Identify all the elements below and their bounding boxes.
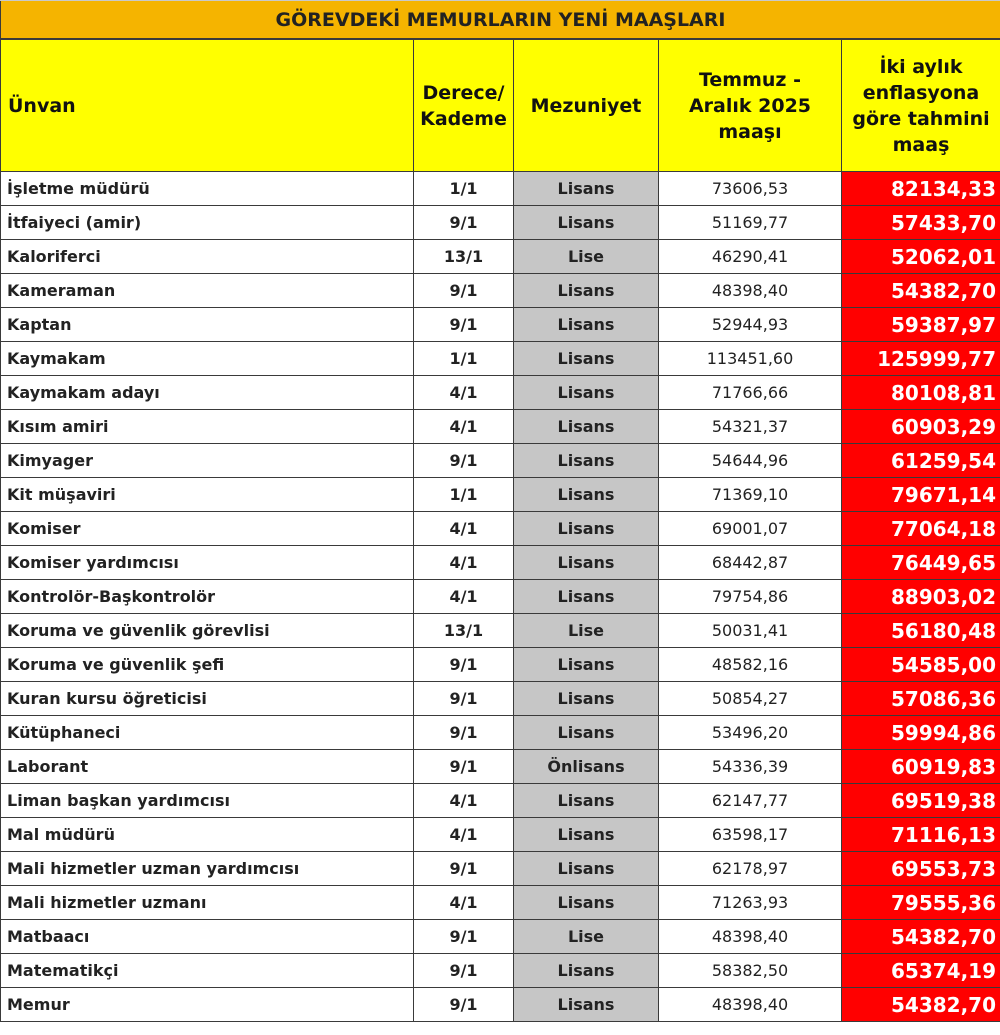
header-row bbox=[1, 39, 1000, 172]
cell-maas[interactable]: 62178,97 bbox=[659, 852, 842, 886]
cell-unvan[interactable]: Mal müdürü bbox=[1, 818, 414, 852]
header-derece-line-2: Kademe bbox=[420, 107, 507, 130]
cell-tahmin[interactable]: 54382,70 bbox=[842, 920, 1000, 954]
cell-tahmin[interactable]: 79671,14 bbox=[842, 478, 1000, 512]
cell-derece[interactable]: 9/1 bbox=[414, 954, 514, 988]
table-row bbox=[1, 546, 1000, 580]
table-row bbox=[1, 784, 1000, 818]
cell-unvan[interactable]: Koruma ve güvenlik görevlisi bbox=[1, 614, 414, 648]
table-row bbox=[1, 682, 1000, 716]
cell-unvan[interactable]: Kaloriferci bbox=[1, 240, 414, 274]
cell-unvan[interactable]: Kit müşaviri bbox=[1, 478, 414, 512]
cell-mezuniyet[interactable]: Lisans bbox=[514, 988, 659, 1022]
cell-maas[interactable]: 69001,07 bbox=[659, 512, 842, 546]
cell-mezuniyet[interactable]: Lise bbox=[514, 240, 659, 274]
header-tahmin-line-2: enflasyona bbox=[862, 81, 980, 104]
cell-tahmin[interactable]: 54585,00 bbox=[842, 648, 1000, 682]
cell-tahmin[interactable]: 69519,38 bbox=[842, 784, 1000, 818]
title-row bbox=[1, 1, 1000, 40]
cell-derece[interactable]: 4/1 bbox=[414, 784, 514, 818]
cell-maas[interactable]: 54644,96 bbox=[659, 444, 842, 478]
cell-unvan[interactable]: Kameraman bbox=[1, 274, 414, 308]
cell-tahmin[interactable]: 57086,36 bbox=[842, 682, 1000, 716]
cell-mezuniyet[interactable]: Lisans bbox=[514, 172, 659, 206]
cell-derece[interactable]: 4/1 bbox=[414, 410, 514, 444]
cell-tahmin[interactable]: 57433,70 bbox=[842, 206, 1000, 240]
cell-tahmin[interactable]: 60919,83 bbox=[842, 750, 1000, 784]
table-row bbox=[1, 376, 1000, 410]
cell-tahmin[interactable]: 52062,01 bbox=[842, 240, 1000, 274]
header-maas[interactable] bbox=[659, 39, 842, 172]
cell-derece[interactable]: 4/1 bbox=[414, 546, 514, 580]
table-body bbox=[1, 172, 1000, 1022]
cell-tahmin[interactable]: 54382,70 bbox=[842, 274, 1000, 308]
cell-unvan[interactable]: Kontrolör-Başkontrolör bbox=[1, 580, 414, 614]
cell-maas[interactable]: 63598,17 bbox=[659, 818, 842, 852]
cell-mezuniyet[interactable]: Lisans bbox=[514, 274, 659, 308]
cell-tahmin[interactable]: 60903,29 bbox=[842, 410, 1000, 444]
table-row bbox=[1, 614, 1000, 648]
cell-tahmin[interactable]: 76449,65 bbox=[842, 546, 1000, 580]
cell-derece[interactable]: 9/1 bbox=[414, 206, 514, 240]
cell-unvan[interactable]: Liman başkan yardımcısı bbox=[1, 784, 414, 818]
cell-derece[interactable]: 4/1 bbox=[414, 886, 514, 920]
cell-maas[interactable]: 50031,41 bbox=[659, 614, 842, 648]
cell-derece[interactable]: 4/1 bbox=[414, 512, 514, 546]
cell-maas[interactable]: 53496,20 bbox=[659, 716, 842, 750]
cell-unvan[interactable]: Mali hizmetler uzman yardımcısı bbox=[1, 852, 414, 886]
cell-mezuniyet[interactable]: Lisans bbox=[514, 376, 659, 410]
cell-tahmin[interactable]: 54382,70 bbox=[842, 988, 1000, 1022]
cell-derece[interactable]: 1/1 bbox=[414, 342, 514, 376]
cell-derece[interactable]: 9/1 bbox=[414, 308, 514, 342]
cell-mezuniyet[interactable]: Lisans bbox=[514, 206, 659, 240]
cell-derece[interactable]: 9/1 bbox=[414, 988, 514, 1022]
header-derece[interactable] bbox=[414, 39, 514, 172]
table-row bbox=[1, 410, 1000, 444]
cell-unvan[interactable]: Kaptan bbox=[1, 308, 414, 342]
header-tahmin-line-3: göre tahmini bbox=[852, 107, 990, 130]
cell-mezuniyet[interactable]: Lisans bbox=[514, 546, 659, 580]
cell-mezuniyet[interactable]: Lisans bbox=[514, 308, 659, 342]
cell-maas[interactable]: 58382,50 bbox=[659, 954, 842, 988]
cell-unvan[interactable]: Memur bbox=[1, 988, 414, 1022]
cell-mezuniyet[interactable]: Lisans bbox=[514, 444, 659, 478]
cell-mezuniyet[interactable]: Lisans bbox=[514, 716, 659, 750]
table-row bbox=[1, 750, 1000, 784]
cell-unvan[interactable]: Mali hizmetler uzmanı bbox=[1, 886, 414, 920]
cell-tahmin[interactable]: 65374,19 bbox=[842, 954, 1000, 988]
table-row bbox=[1, 172, 1000, 206]
cell-tahmin[interactable]: 79555,36 bbox=[842, 886, 1000, 920]
cell-unvan[interactable]: Kütüphaneci bbox=[1, 716, 414, 750]
cell-derece[interactable]: 4/1 bbox=[414, 376, 514, 410]
cell-mezuniyet[interactable]: Lisans bbox=[514, 512, 659, 546]
cell-maas[interactable]: 48398,40 bbox=[659, 920, 842, 954]
table-row bbox=[1, 920, 1000, 954]
cell-derece[interactable]: 9/1 bbox=[414, 682, 514, 716]
table-row bbox=[1, 648, 1000, 682]
cell-tahmin[interactable]: 59994,86 bbox=[842, 716, 1000, 750]
cell-maas[interactable]: 48398,40 bbox=[659, 274, 842, 308]
cell-derece[interactable]: 4/1 bbox=[414, 818, 514, 852]
table-title[interactable]: GÖREVDEKİ MEMURLARIN YENİ MAAŞLARI bbox=[1, 1, 1000, 40]
cell-maas[interactable]: 71369,10 bbox=[659, 478, 842, 512]
cell-derece[interactable]: 1/1 bbox=[414, 172, 514, 206]
cell-derece[interactable]: 9/1 bbox=[414, 648, 514, 682]
cell-mezuniyet[interactable]: Lisans bbox=[514, 852, 659, 886]
cell-maas[interactable]: 48582,16 bbox=[659, 648, 842, 682]
cell-unvan[interactable]: Kısım amiri bbox=[1, 410, 414, 444]
header-maas-line-1: Temmuz - bbox=[698, 68, 801, 91]
table-row bbox=[1, 478, 1000, 512]
header-maas-line-3: maaşı bbox=[718, 120, 782, 143]
cell-unvan[interactable]: Kuran kursu öğreticisi bbox=[1, 682, 414, 716]
cell-unvan[interactable]: Kaymakam bbox=[1, 342, 414, 376]
cell-tahmin[interactable]: 71116,13 bbox=[842, 818, 1000, 852]
table-row bbox=[1, 308, 1000, 342]
table-row bbox=[1, 852, 1000, 886]
cell-tahmin[interactable]: 61259,54 bbox=[842, 444, 1000, 478]
table-row bbox=[1, 240, 1000, 274]
cell-mezuniyet[interactable]: Lise bbox=[514, 614, 659, 648]
cell-derece[interactable]: 9/1 bbox=[414, 444, 514, 478]
cell-maas[interactable]: 52944,93 bbox=[659, 308, 842, 342]
cell-maas[interactable]: 73606,53 bbox=[659, 172, 842, 206]
cell-unvan[interactable]: Matematikçi bbox=[1, 954, 414, 988]
cell-maas[interactable]: 113451,60 bbox=[659, 342, 842, 376]
header-unvan[interactable]: Ünvan bbox=[1, 39, 414, 172]
cell-derece[interactable]: 13/1 bbox=[414, 240, 514, 274]
cell-tahmin[interactable]: 88903,02 bbox=[842, 580, 1000, 614]
table-row bbox=[1, 274, 1000, 308]
cell-derece[interactable]: 9/1 bbox=[414, 920, 514, 954]
table-row bbox=[1, 716, 1000, 750]
cell-derece[interactable]: 4/1 bbox=[414, 580, 514, 614]
header-mezuniyet[interactable]: Mezuniyet bbox=[514, 39, 659, 172]
cell-maas[interactable]: 71766,66 bbox=[659, 376, 842, 410]
cell-mezuniyet[interactable]: Lisans bbox=[514, 954, 659, 988]
cell-maas[interactable]: 48398,40 bbox=[659, 988, 842, 1022]
cell-maas[interactable]: 54321,37 bbox=[659, 410, 842, 444]
cell-tahmin[interactable]: 82134,33 bbox=[842, 172, 1000, 206]
cell-mezuniyet[interactable]: Lisans bbox=[514, 342, 659, 376]
cell-unvan[interactable]: Matbaacı bbox=[1, 920, 414, 954]
cell-unvan[interactable]: Laborant bbox=[1, 750, 414, 784]
cell-mezuniyet[interactable]: Lisans bbox=[514, 818, 659, 852]
cell-mezuniyet[interactable]: Lisans bbox=[514, 784, 659, 818]
cell-tahmin[interactable]: 59387,97 bbox=[842, 308, 1000, 342]
header-tahmin-line-4: maaş bbox=[892, 133, 950, 156]
cell-maas[interactable]: 54336,39 bbox=[659, 750, 842, 784]
cell-derece[interactable]: 9/1 bbox=[414, 750, 514, 784]
cell-derece[interactable]: 13/1 bbox=[414, 614, 514, 648]
cell-unvan[interactable]: Kimyager bbox=[1, 444, 414, 478]
cell-maas[interactable]: 71263,93 bbox=[659, 886, 842, 920]
table-row bbox=[1, 818, 1000, 852]
cell-maas[interactable]: 68442,87 bbox=[659, 546, 842, 580]
cell-tahmin[interactable]: 69553,73 bbox=[842, 852, 1000, 886]
cell-mezuniyet[interactable]: Lisans bbox=[514, 410, 659, 444]
table-row bbox=[1, 206, 1000, 240]
table-row bbox=[1, 342, 1000, 376]
cell-tahmin[interactable]: 125999,77 bbox=[842, 342, 1000, 376]
cell-derece[interactable]: 9/1 bbox=[414, 716, 514, 750]
cell-tahmin[interactable]: 80108,81 bbox=[842, 376, 1000, 410]
cell-derece[interactable]: 1/1 bbox=[414, 478, 514, 512]
cell-maas[interactable]: 46290,41 bbox=[659, 240, 842, 274]
cell-maas[interactable]: 79754,86 bbox=[659, 580, 842, 614]
table-row bbox=[1, 988, 1000, 1022]
cell-derece[interactable]: 9/1 bbox=[414, 852, 514, 886]
cell-unvan[interactable]: Komiser bbox=[1, 512, 414, 546]
cell-mezuniyet[interactable]: Lise bbox=[514, 920, 659, 954]
cell-mezuniyet[interactable]: Önlisans bbox=[514, 750, 659, 784]
cell-unvan[interactable]: İşletme müdürü bbox=[1, 172, 414, 206]
table-row bbox=[1, 512, 1000, 546]
cell-mezuniyet[interactable]: Lisans bbox=[514, 886, 659, 920]
cell-mezuniyet[interactable]: Lisans bbox=[514, 478, 659, 512]
cell-unvan[interactable]: İtfaiyeci (amir) bbox=[1, 206, 414, 240]
cell-mezuniyet[interactable]: Lisans bbox=[514, 648, 659, 682]
cell-derece[interactable]: 9/1 bbox=[414, 274, 514, 308]
cell-unvan[interactable]: Kaymakam adayı bbox=[1, 376, 414, 410]
header-tahmin-line-1: İki aylık bbox=[879, 55, 963, 78]
cell-mezuniyet[interactable]: Lisans bbox=[514, 682, 659, 716]
cell-unvan[interactable]: Koruma ve güvenlik şefi bbox=[1, 648, 414, 682]
header-maas-line-2: Aralık 2025 bbox=[688, 94, 812, 117]
table-row bbox=[1, 954, 1000, 988]
cell-mezuniyet[interactable]: Lisans bbox=[514, 580, 659, 614]
table-row bbox=[1, 580, 1000, 614]
table-row bbox=[1, 444, 1000, 478]
header-tahmin[interactable] bbox=[842, 39, 1000, 172]
cell-tahmin[interactable]: 77064,18 bbox=[842, 512, 1000, 546]
cell-maas[interactable]: 50854,27 bbox=[659, 682, 842, 716]
cell-tahmin[interactable]: 56180,48 bbox=[842, 614, 1000, 648]
cell-unvan[interactable]: Komiser yardımcısı bbox=[1, 546, 414, 580]
header-derece-line-1: Derece/ bbox=[422, 81, 505, 104]
table-row bbox=[1, 886, 1000, 920]
cell-maas[interactable]: 62147,77 bbox=[659, 784, 842, 818]
cell-maas[interactable]: 51169,77 bbox=[659, 206, 842, 240]
